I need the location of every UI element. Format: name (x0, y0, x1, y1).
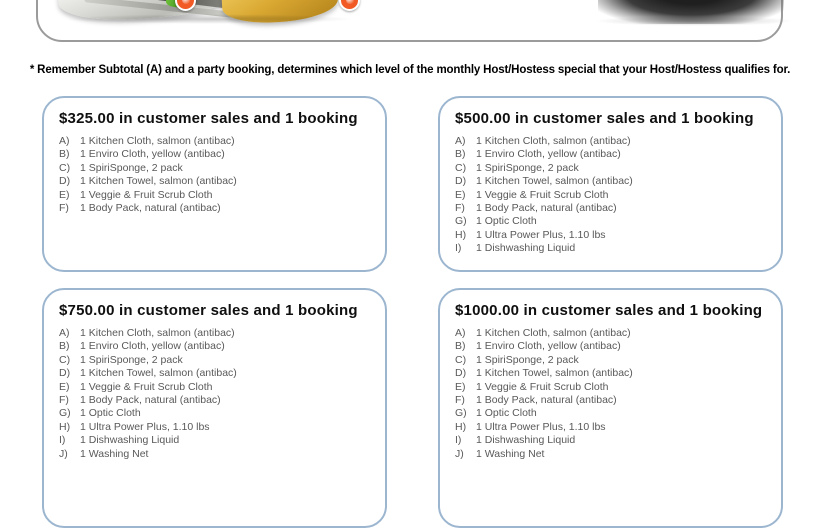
item-letter: F) (59, 202, 69, 215)
item-letter: G) (455, 407, 467, 420)
list-item (455, 162, 767, 175)
item-letter: J) (59, 447, 68, 460)
list-item (59, 354, 371, 367)
item-letter: E) (59, 188, 70, 201)
item-letter: C) (455, 353, 467, 366)
item-text: 1 SpiriSponge, 2 pack (476, 161, 579, 174)
item-text: 1 Enviro Cloth, yellow (antibac) (80, 148, 225, 161)
item-text: 1 SpiriSponge, 2 pack (476, 353, 579, 366)
item-letter: A) (59, 327, 70, 339)
item-letter: I) (455, 242, 462, 255)
list-item (455, 381, 767, 394)
item-letter: E) (59, 380, 70, 393)
list-item (59, 394, 371, 407)
item-letter: B) (455, 340, 466, 353)
list-item (59, 202, 371, 215)
list-item (455, 148, 767, 161)
item-letter: D) (455, 175, 467, 188)
list-item (59, 175, 371, 188)
item-letter: J) (455, 447, 464, 460)
list-item (455, 202, 767, 215)
item-letter: E) (455, 380, 466, 393)
item-text: 1 Optic Cloth (476, 215, 537, 228)
item-text: 1 Washing Net (476, 447, 545, 460)
item-text: 1 Dishwashing Liquid (80, 434, 180, 447)
item-letter: F) (59, 394, 69, 407)
item-text: 1 Veggie & Fruit Scrub Cloth (476, 188, 609, 201)
level-title: $750.00 in customer sales and 1 booking (59, 302, 358, 319)
item-text: 1 Enviro Cloth, yellow (antibac) (476, 148, 621, 161)
item-text: 1 Kitchen Towel, salmon (antibac) (476, 367, 633, 380)
item-text: 1 Kitchen Cloth, salmon (antibac) (80, 135, 235, 147)
host-special-note: * Remember Subtotal (A) and a party booking, determines which level of the monthly Host/Hostess special that your Host/Hostess qualifies for. (29, 64, 791, 76)
item-text: 1 Veggie & Fruit Scrub Cloth (476, 380, 609, 393)
item-letter: D) (455, 367, 467, 380)
level-item-list (59, 135, 371, 215)
marker-glyph-icon (346, 0, 354, 4)
list-item (59, 189, 371, 202)
level-title: $500.00 in customer sales and 1 booking (455, 110, 754, 127)
item-text: 1 Enviro Cloth, yellow (antibac) (80, 340, 225, 353)
item-letter: H) (455, 228, 467, 241)
item-text: 1 Body Pack, natural (antibac) (80, 202, 221, 215)
product-photo-box (36, 0, 783, 42)
list-item (455, 189, 767, 202)
item-text: 1 Optic Cloth (476, 407, 537, 420)
item-text: 1 Kitchen Cloth, salmon (antibac) (476, 135, 631, 147)
item-letter: E) (455, 188, 466, 201)
level-box-500 (438, 96, 783, 272)
item-letter: C) (59, 161, 71, 174)
item-text: 1 Kitchen Cloth, salmon (antibac) (476, 327, 631, 339)
item-text: 1 Veggie & Fruit Scrub Cloth (80, 380, 213, 393)
item-text: 1 Body Pack, natural (antibac) (476, 394, 617, 407)
item-letter: I) (59, 434, 66, 447)
item-text: 1 Body Pack, natural (antibac) (476, 202, 617, 215)
list-item (455, 135, 767, 148)
marker-glyph-icon (182, 0, 190, 4)
item-text: 1 Kitchen Towel, salmon (antibac) (476, 175, 633, 188)
list-item (455, 215, 767, 228)
level-title: $1000.00 in customer sales and 1 booking (455, 302, 763, 319)
item-letter: G) (59, 407, 71, 420)
item-text: 1 SpiriSponge, 2 pack (80, 161, 183, 174)
item-text: 1 Kitchen Towel, salmon (antibac) (80, 175, 237, 188)
item-letter: F) (455, 394, 465, 407)
level-item-list (455, 135, 767, 256)
list-item (59, 340, 371, 353)
list-item (59, 421, 371, 434)
item-letter: B) (59, 148, 70, 161)
item-letter: H) (59, 420, 71, 433)
item-text: 1 Ultra Power Plus, 1.10 lbs (476, 420, 606, 433)
list-item (59, 327, 371, 340)
list-item (455, 434, 767, 447)
item-text: 1 Kitchen Towel, salmon (antibac) (80, 367, 237, 380)
item-text: 1 Dishwashing Liquid (476, 434, 576, 447)
list-item (455, 175, 767, 188)
item-letter: A) (455, 327, 466, 339)
orange-marker-icon (339, 0, 360, 11)
list-item (59, 407, 371, 420)
list-item (455, 354, 767, 367)
item-text: 1 Ultra Power Plus, 1.10 lbs (80, 420, 210, 433)
photo-shadow (594, 16, 794, 26)
list-item (455, 242, 767, 255)
item-letter: A) (59, 135, 70, 147)
list-item (59, 135, 371, 148)
level-box-750 (42, 288, 387, 528)
item-letter: A) (455, 135, 466, 147)
list-item (455, 394, 767, 407)
level-item-list (455, 327, 767, 461)
list-item (59, 162, 371, 175)
item-letter: I) (455, 434, 462, 447)
level-title: $325.00 in customer sales and 1 booking (59, 110, 358, 127)
item-letter: B) (59, 340, 70, 353)
list-item (455, 421, 767, 434)
list-item (59, 434, 371, 447)
list-item (59, 148, 371, 161)
list-item (455, 340, 767, 353)
list-item (455, 367, 767, 380)
item-text: 1 Optic Cloth (80, 407, 141, 420)
item-letter: B) (455, 148, 466, 161)
item-letter: H) (455, 420, 467, 433)
list-item (59, 448, 371, 461)
list-item (455, 229, 767, 242)
item-letter: F) (455, 202, 465, 215)
level-item-list (59, 327, 371, 461)
list-item (59, 367, 371, 380)
item-text: 1 Ultra Power Plus, 1.10 lbs (476, 228, 606, 241)
item-text: 1 Body Pack, natural (antibac) (80, 394, 221, 407)
item-text: 1 Enviro Cloth, yellow (antibac) (476, 340, 621, 353)
item-letter: D) (59, 175, 71, 188)
item-text: 1 Washing Net (80, 447, 149, 460)
item-letter: D) (59, 367, 71, 380)
item-text: 1 Kitchen Cloth, salmon (antibac) (80, 327, 235, 339)
item-letter: C) (59, 353, 71, 366)
list-item (455, 448, 767, 461)
item-text: 1 Dishwashing Liquid (476, 242, 576, 255)
list-item (455, 327, 767, 340)
item-text: 1 Veggie & Fruit Scrub Cloth (80, 188, 213, 201)
item-text: 1 SpiriSponge, 2 pack (80, 353, 183, 366)
level-box-325 (42, 96, 387, 272)
photo-shadow (64, 14, 354, 24)
list-item (59, 381, 371, 394)
list-item (455, 407, 767, 420)
item-letter: C) (455, 161, 467, 174)
item-letter: G) (455, 215, 467, 228)
level-box-1000 (438, 288, 783, 528)
